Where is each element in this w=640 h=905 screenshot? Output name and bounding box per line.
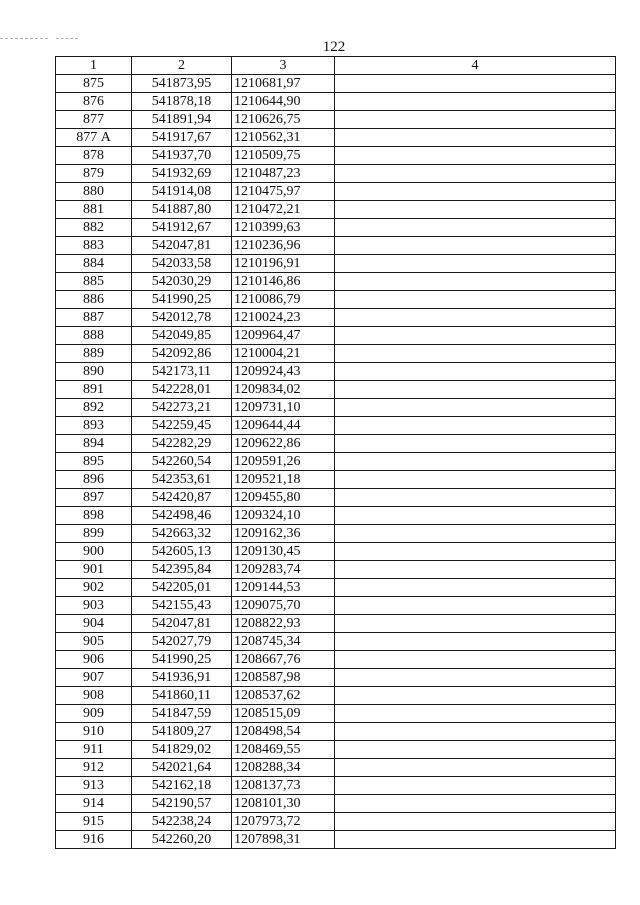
x-coordinate-cell: 542228,01 <box>132 381 232 399</box>
y-coordinate-cell: 1208515,09 <box>232 705 335 723</box>
point-number-cell: 885 <box>56 273 132 291</box>
note-cell <box>335 273 616 291</box>
point-number-cell: 888 <box>56 327 132 345</box>
note-cell <box>335 75 616 93</box>
x-coordinate-cell: 541860,11 <box>132 687 232 705</box>
note-cell <box>335 381 616 399</box>
y-coordinate-cell: 1208822,93 <box>232 615 335 633</box>
x-coordinate-cell: 542282,29 <box>132 435 232 453</box>
note-cell <box>335 543 616 561</box>
x-coordinate-cell: 542395,84 <box>132 561 232 579</box>
table-row <box>56 147 616 165</box>
y-coordinate-cell: 1209162,36 <box>232 525 335 543</box>
table-row <box>56 237 616 255</box>
note-cell <box>335 111 616 129</box>
note-cell <box>335 489 616 507</box>
note-cell <box>335 363 616 381</box>
column-header-3: 3 <box>232 57 335 75</box>
note-cell <box>335 435 616 453</box>
y-coordinate-cell: 1209144,53 <box>232 579 335 597</box>
x-coordinate-cell: 542663,32 <box>132 525 232 543</box>
y-coordinate-cell: 1209924,43 <box>232 363 335 381</box>
note-cell <box>335 633 616 651</box>
point-number-cell: 879 <box>56 165 132 183</box>
note-cell <box>335 831 616 849</box>
y-coordinate-cell: 1210236,96 <box>232 237 335 255</box>
point-number-cell: 909 <box>56 705 132 723</box>
x-coordinate-cell: 541887,80 <box>132 201 232 219</box>
table-row <box>56 687 616 705</box>
note-cell <box>335 345 616 363</box>
y-coordinate-cell: 1210487,23 <box>232 165 335 183</box>
point-number-cell: 882 <box>56 219 132 237</box>
note-cell <box>335 309 616 327</box>
table-row <box>56 165 616 183</box>
point-number-cell: 887 <box>56 309 132 327</box>
y-coordinate-cell: 1208288,34 <box>232 759 335 777</box>
point-number-cell: 877 <box>56 111 132 129</box>
table-row <box>56 255 616 273</box>
point-number-cell: 908 <box>56 687 132 705</box>
column-header-1: 1 <box>56 57 132 75</box>
x-coordinate-cell: 541914,08 <box>132 183 232 201</box>
point-number-cell: 915 <box>56 813 132 831</box>
point-number-cell: 906 <box>56 651 132 669</box>
note-cell <box>335 201 616 219</box>
note-cell <box>335 525 616 543</box>
y-coordinate-cell: 1208667,76 <box>232 651 335 669</box>
y-coordinate-cell: 1208498,54 <box>232 723 335 741</box>
y-coordinate-cell: 1210196,91 <box>232 255 335 273</box>
y-coordinate-cell: 1209591,26 <box>232 453 335 471</box>
y-coordinate-cell: 1207973,72 <box>232 813 335 831</box>
table-row <box>56 129 616 147</box>
y-coordinate-cell: 1210024,23 <box>232 309 335 327</box>
x-coordinate-cell: 541847,59 <box>132 705 232 723</box>
x-coordinate-cell: 542047,81 <box>132 237 232 255</box>
point-number-cell: 886 <box>56 291 132 309</box>
x-coordinate-cell: 542021,64 <box>132 759 232 777</box>
y-coordinate-cell: 1208587,98 <box>232 669 335 687</box>
y-coordinate-cell: 1207898,31 <box>232 831 335 849</box>
y-coordinate-cell: 1210562,31 <box>232 129 335 147</box>
table-row <box>56 93 616 111</box>
y-coordinate-cell: 1210509,75 <box>232 147 335 165</box>
x-coordinate-cell: 541878,18 <box>132 93 232 111</box>
y-coordinate-cell: 1210086,79 <box>232 291 335 309</box>
y-coordinate-cell: 1209455,80 <box>232 489 335 507</box>
table-row <box>56 453 616 471</box>
point-number-cell: 910 <box>56 723 132 741</box>
point-number-cell: 903 <box>56 597 132 615</box>
x-coordinate-cell: 542498,46 <box>132 507 232 525</box>
x-coordinate-cell: 542260,20 <box>132 831 232 849</box>
y-coordinate-cell: 1210399,63 <box>232 219 335 237</box>
note-cell <box>335 453 616 471</box>
table-row <box>56 201 616 219</box>
point-number-cell: 878 <box>56 147 132 165</box>
table-row <box>56 597 616 615</box>
point-number-cell: 904 <box>56 615 132 633</box>
note-cell <box>335 741 616 759</box>
note-cell <box>335 255 616 273</box>
x-coordinate-cell: 541912,67 <box>132 219 232 237</box>
x-coordinate-cell: 541829,02 <box>132 741 232 759</box>
note-cell <box>335 597 616 615</box>
table-row <box>56 399 616 417</box>
table-row <box>56 633 616 651</box>
y-coordinate-cell: 1209283,74 <box>232 561 335 579</box>
column-header-4: 4 <box>335 57 616 75</box>
table-row <box>56 561 616 579</box>
point-number-cell: 907 <box>56 669 132 687</box>
x-coordinate-cell: 542420,87 <box>132 489 232 507</box>
y-coordinate-cell: 1208101,30 <box>232 795 335 813</box>
table-row <box>56 471 616 489</box>
point-number-cell: 890 <box>56 363 132 381</box>
table-row <box>56 651 616 669</box>
point-number-cell: 876 <box>56 93 132 111</box>
point-number-cell: 914 <box>56 795 132 813</box>
table-row <box>56 705 616 723</box>
table-row <box>56 435 616 453</box>
x-coordinate-cell: 542273,21 <box>132 399 232 417</box>
point-number-cell: 912 <box>56 759 132 777</box>
x-coordinate-cell: 542047,81 <box>132 615 232 633</box>
table-header-row <box>56 57 616 75</box>
point-number-cell: 892 <box>56 399 132 417</box>
y-coordinate-cell: 1210472,21 <box>232 201 335 219</box>
table-row <box>56 759 616 777</box>
table-row <box>56 291 616 309</box>
note-cell <box>335 183 616 201</box>
y-coordinate-cell: 1210475,97 <box>232 183 335 201</box>
point-number-cell: 911 <box>56 741 132 759</box>
note-cell <box>335 291 616 309</box>
x-coordinate-cell: 541990,25 <box>132 291 232 309</box>
x-coordinate-cell: 542353,61 <box>132 471 232 489</box>
note-cell <box>335 93 616 111</box>
x-coordinate-cell: 541809,27 <box>132 723 232 741</box>
point-number-cell: 896 <box>56 471 132 489</box>
y-coordinate-cell: 1210004,21 <box>232 345 335 363</box>
y-coordinate-cell: 1209130,45 <box>232 543 335 561</box>
y-coordinate-cell: 1209324,10 <box>232 507 335 525</box>
table-row <box>56 813 616 831</box>
point-number-cell: 913 <box>56 777 132 795</box>
note-cell <box>335 615 616 633</box>
table-row <box>56 669 616 687</box>
x-coordinate-cell: 542155,43 <box>132 597 232 615</box>
table-row <box>56 615 616 633</box>
point-number-cell: 894 <box>56 435 132 453</box>
note-cell <box>335 471 616 489</box>
table-row <box>56 579 616 597</box>
note-cell <box>335 507 616 525</box>
coordinates-table <box>55 56 616 849</box>
point-number-cell: 901 <box>56 561 132 579</box>
note-cell <box>335 723 616 741</box>
x-coordinate-cell: 541873,95 <box>132 75 232 93</box>
point-number-cell: 898 <box>56 507 132 525</box>
y-coordinate-cell: 1209075,70 <box>232 597 335 615</box>
x-coordinate-cell: 542238,24 <box>132 813 232 831</box>
table-row <box>56 831 616 849</box>
x-coordinate-cell: 542012,78 <box>132 309 232 327</box>
point-number-cell: 880 <box>56 183 132 201</box>
table-row <box>56 345 616 363</box>
table-row <box>56 543 616 561</box>
point-number-cell: 891 <box>56 381 132 399</box>
note-cell <box>335 561 616 579</box>
x-coordinate-cell: 542190,57 <box>132 795 232 813</box>
table-row <box>56 489 616 507</box>
y-coordinate-cell: 1210681,97 <box>232 75 335 93</box>
y-coordinate-cell: 1209622,86 <box>232 435 335 453</box>
note-cell <box>335 147 616 165</box>
note-cell <box>335 651 616 669</box>
note-cell <box>335 669 616 687</box>
x-coordinate-cell: 541917,67 <box>132 129 232 147</box>
y-coordinate-cell: 1209644,44 <box>232 417 335 435</box>
table-row <box>56 777 616 795</box>
point-number-cell: 902 <box>56 579 132 597</box>
note-cell <box>335 777 616 795</box>
note-cell <box>335 327 616 345</box>
table-row <box>56 183 616 201</box>
x-coordinate-cell: 541891,94 <box>132 111 232 129</box>
x-coordinate-cell: 541932,69 <box>132 165 232 183</box>
x-coordinate-cell: 542030,29 <box>132 273 232 291</box>
y-coordinate-cell: 1208745,34 <box>232 633 335 651</box>
table-body <box>56 75 616 849</box>
table-row <box>56 507 616 525</box>
point-number-cell: 884 <box>56 255 132 273</box>
point-number-cell: 900 <box>56 543 132 561</box>
point-number-cell: 916 <box>56 831 132 849</box>
note-cell <box>335 579 616 597</box>
y-coordinate-cell: 1210626,75 <box>232 111 335 129</box>
point-number-cell: 897 <box>56 489 132 507</box>
note-cell <box>335 687 616 705</box>
y-coordinate-cell: 1209834,02 <box>232 381 335 399</box>
note-cell <box>335 219 616 237</box>
y-coordinate-cell: 1210644,90 <box>232 93 335 111</box>
x-coordinate-cell: 542162,18 <box>132 777 232 795</box>
note-cell <box>335 237 616 255</box>
note-cell <box>335 705 616 723</box>
y-coordinate-cell: 1208469,55 <box>232 741 335 759</box>
x-coordinate-cell: 541990,25 <box>132 651 232 669</box>
note-cell <box>335 165 616 183</box>
x-coordinate-cell: 541936,91 <box>132 669 232 687</box>
table-row <box>56 381 616 399</box>
note-cell <box>335 759 616 777</box>
table-row <box>56 723 616 741</box>
x-coordinate-cell: 542049,85 <box>132 327 232 345</box>
table-row <box>56 273 616 291</box>
x-coordinate-cell: 542259,45 <box>132 417 232 435</box>
note-cell <box>335 417 616 435</box>
x-coordinate-cell: 542605,13 <box>132 543 232 561</box>
y-coordinate-cell: 1209521,18 <box>232 471 335 489</box>
note-cell <box>335 813 616 831</box>
point-number-cell: 893 <box>56 417 132 435</box>
y-coordinate-cell: 1209731,10 <box>232 399 335 417</box>
table-row <box>56 525 616 543</box>
x-coordinate-cell: 542173,11 <box>132 363 232 381</box>
y-coordinate-cell: 1208137,73 <box>232 777 335 795</box>
y-coordinate-cell: 1209964,47 <box>232 327 335 345</box>
table-row <box>56 75 616 93</box>
point-number-cell: 877 А <box>56 129 132 147</box>
x-coordinate-cell: 542033,58 <box>132 255 232 273</box>
point-number-cell: 905 <box>56 633 132 651</box>
page-number: 122 <box>322 39 346 55</box>
x-coordinate-cell: 542260,54 <box>132 453 232 471</box>
table-row <box>56 219 616 237</box>
point-number-cell: 875 <box>56 75 132 93</box>
x-coordinate-cell: 542205,01 <box>132 579 232 597</box>
table-row <box>56 111 616 129</box>
table-row <box>56 327 616 345</box>
x-coordinate-cell: 541937,70 <box>132 147 232 165</box>
note-cell <box>335 795 616 813</box>
point-number-cell: 899 <box>56 525 132 543</box>
column-header-2: 2 <box>132 57 232 75</box>
note-cell <box>335 399 616 417</box>
y-coordinate-cell: 1208537,62 <box>232 687 335 705</box>
x-coordinate-cell: 542027,79 <box>132 633 232 651</box>
table-row <box>56 417 616 435</box>
point-number-cell: 881 <box>56 201 132 219</box>
table-row <box>56 309 616 327</box>
note-cell <box>335 129 616 147</box>
table-row <box>56 795 616 813</box>
point-number-cell: 883 <box>56 237 132 255</box>
point-number-cell: 889 <box>56 345 132 363</box>
point-number-cell: 895 <box>56 453 132 471</box>
table-row <box>56 363 616 381</box>
y-coordinate-cell: 1210146,86 <box>232 273 335 291</box>
x-coordinate-cell: 542092,86 <box>132 345 232 363</box>
table-row <box>56 741 616 759</box>
